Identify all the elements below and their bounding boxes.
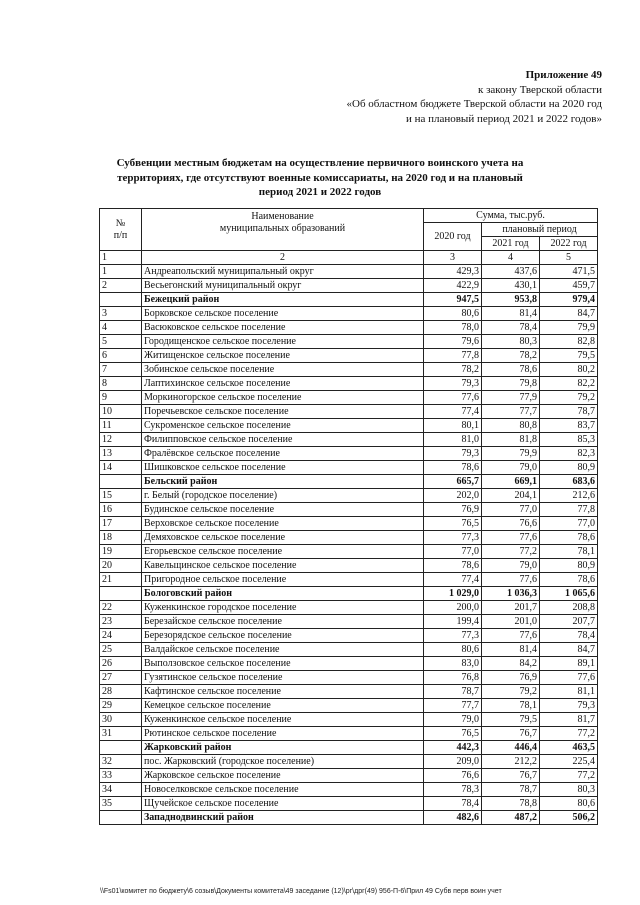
row-value-2020: 482,6	[424, 811, 482, 825]
file-path-footer: \\Fs01\комитет по бюджету\6 созыв\Документы комитета\49 заседание (12)\рг\дрг(49) 956-П-6\Прил 49 Субв перв воин учет	[100, 888, 502, 895]
row-name: Фралёвское сельское поселение	[142, 447, 424, 461]
row-value-2022: 82,2	[540, 377, 598, 391]
row-value-2020: 78,6	[424, 559, 482, 573]
row-value-2022: 77,6	[540, 671, 598, 685]
row-value-2020: 200,0	[424, 601, 482, 615]
row-value-2022: 78,6	[540, 573, 598, 587]
table-row	[100, 391, 598, 405]
row-name: Филипповское сельское поселение	[142, 433, 424, 447]
table-row	[100, 307, 598, 321]
appendix-title: Приложение 49	[525, 69, 602, 81]
row-name: Новоселковское сельское поселение	[142, 783, 424, 797]
row-number: 26	[100, 657, 142, 671]
row-value-2021: 430,1	[482, 279, 540, 293]
row-number: 11	[100, 419, 142, 433]
table-row	[100, 321, 598, 335]
row-value-2021: 201,0	[482, 615, 540, 629]
row-value-2022: 77,2	[540, 727, 598, 741]
row-number	[100, 293, 142, 307]
row-value-2021: 78,2	[482, 349, 540, 363]
table-row-district-total	[100, 587, 598, 601]
table-row	[100, 433, 598, 447]
row-number: 34	[100, 783, 142, 797]
row-name: Бежецкий район	[142, 293, 424, 307]
row-name: Гузятинское сельское поселение	[142, 671, 424, 685]
row-value-2020: 78,3	[424, 783, 482, 797]
table-row	[100, 573, 598, 587]
row-value-2021: 77,6	[482, 531, 540, 545]
table-row-district-total	[100, 475, 598, 489]
document-title: Субвенции местным бюджетам на осуществление первичного воинского учета на территориях, где отсутствуют военные комиссариаты, на 2020 год и на плановый период 2021 и 2022 годов	[116, 157, 524, 198]
row-number: 8	[100, 377, 142, 391]
row-value-2022: 84,7	[540, 643, 598, 657]
row-value-2020: 665,7	[424, 475, 482, 489]
table-row	[100, 783, 598, 797]
row-value-2022: 79,2	[540, 391, 598, 405]
table-row	[100, 517, 598, 531]
row-value-2022: 79,3	[540, 699, 598, 713]
row-name: Выползовское сельское поселение	[142, 657, 424, 671]
row-value-2022: 82,3	[540, 447, 598, 461]
row-name: Кемецкое сельское поселение	[142, 699, 424, 713]
row-value-2022: 80,9	[540, 461, 598, 475]
row-value-2022: 208,8	[540, 601, 598, 615]
row-value-2022: 84,7	[540, 307, 598, 321]
table-row	[100, 531, 598, 545]
row-number: 27	[100, 671, 142, 685]
appendix-line-2: «Об областном бюджете Тверской области на 2020 год	[346, 98, 602, 110]
table-row	[100, 335, 598, 349]
row-name: Кавельщинское сельское поселение	[142, 559, 424, 573]
table-row	[100, 461, 598, 475]
row-name: Весьегонский муниципальный округ	[142, 279, 424, 293]
row-name: Березорядское сельское поселение	[142, 629, 424, 643]
row-value-2022: 82,8	[540, 335, 598, 349]
row-value-2020: 77,4	[424, 573, 482, 587]
row-number: 4	[100, 321, 142, 335]
row-value-2021: 79,5	[482, 713, 540, 727]
table-row	[100, 797, 598, 811]
row-value-2022: 78,4	[540, 629, 598, 643]
row-value-2021: 669,1	[482, 475, 540, 489]
header-planned-period: плановый период	[482, 223, 598, 237]
row-value-2020: 947,5	[424, 293, 482, 307]
table-row	[100, 755, 598, 769]
row-name: Куженкинское городское поселение	[142, 601, 424, 615]
row-value-2020: 429,3	[424, 265, 482, 279]
row-name: Васюковское сельское поселение	[142, 321, 424, 335]
row-number: 25	[100, 643, 142, 657]
row-number: 3	[100, 307, 142, 321]
header-name-line-1: Наименование	[251, 211, 314, 222]
table-row	[100, 349, 598, 363]
row-value-2020: 442,3	[424, 741, 482, 755]
row-value-2021: 79,9	[482, 447, 540, 461]
row-value-2020: 76,5	[424, 727, 482, 741]
row-value-2021: 77,0	[482, 503, 540, 517]
row-value-2020: 76,8	[424, 671, 482, 685]
row-name: Бельский район	[142, 475, 424, 489]
table-row	[100, 559, 598, 573]
row-value-2022: 78,1	[540, 545, 598, 559]
row-value-2020: 76,9	[424, 503, 482, 517]
row-value-2022: 459,7	[540, 279, 598, 293]
row-value-2021: 212,2	[482, 755, 540, 769]
row-number: 5	[100, 335, 142, 349]
row-value-2022: 1 065,6	[540, 587, 598, 601]
table-row	[100, 363, 598, 377]
row-name: Жарковский район	[142, 741, 424, 755]
row-value-2022: 79,9	[540, 321, 598, 335]
row-value-2021: 80,3	[482, 335, 540, 349]
subvention-table	[99, 208, 598, 825]
row-name: пос. Жарковский (городское поселение)	[142, 755, 424, 769]
row-value-2021: 78,7	[482, 783, 540, 797]
column-index-2: 2	[142, 251, 424, 265]
table-row	[100, 601, 598, 615]
row-value-2021: 76,7	[482, 769, 540, 783]
row-name: Будинское сельское поселение	[142, 503, 424, 517]
row-value-2021: 1 036,3	[482, 587, 540, 601]
row-value-2022: 81,7	[540, 713, 598, 727]
table-row	[100, 419, 598, 433]
table-row	[100, 643, 598, 657]
row-value-2021: 953,8	[482, 293, 540, 307]
row-value-2022: 80,3	[540, 783, 598, 797]
row-value-2021: 79,0	[482, 559, 540, 573]
row-number: 22	[100, 601, 142, 615]
table-row	[100, 377, 598, 391]
row-number: 6	[100, 349, 142, 363]
row-name: Березайское сельское поселение	[142, 615, 424, 629]
row-value-2020: 79,3	[424, 377, 482, 391]
row-value-2020: 80,6	[424, 307, 482, 321]
row-value-2020: 77,8	[424, 349, 482, 363]
row-number: 17	[100, 517, 142, 531]
row-number: 21	[100, 573, 142, 587]
row-number: 30	[100, 713, 142, 727]
row-number: 18	[100, 531, 142, 545]
appendix-line-1: к закону Тверской области	[477, 83, 602, 96]
row-value-2020: 79,6	[424, 335, 482, 349]
row-value-2022: 77,8	[540, 503, 598, 517]
row-value-2021: 81,8	[482, 433, 540, 447]
column-index-5: 5	[540, 251, 598, 265]
row-number: 23	[100, 615, 142, 629]
table-row	[100, 615, 598, 629]
row-value-2022: 80,6	[540, 797, 598, 811]
row-value-2021: 81,4	[482, 307, 540, 321]
row-value-2022: 79,5	[540, 349, 598, 363]
row-value-2022: 77,2	[540, 769, 598, 783]
table-row	[100, 489, 598, 503]
header-year-2021: 2021 год	[482, 237, 540, 251]
row-value-2020: 79,3	[424, 447, 482, 461]
row-value-2020: 77,3	[424, 531, 482, 545]
row-name: Городищенское сельское поселение	[142, 335, 424, 349]
row-value-2020: 76,5	[424, 517, 482, 531]
row-value-2020: 202,0	[424, 489, 482, 503]
row-name: Куженкинское сельское поселение	[142, 713, 424, 727]
row-value-2020: 77,4	[424, 405, 482, 419]
row-name: Егорьевское сельское поселение	[142, 545, 424, 559]
row-number: 19	[100, 545, 142, 559]
row-number: 9	[100, 391, 142, 405]
row-value-2021: 76,7	[482, 727, 540, 741]
row-number: 1	[100, 265, 142, 279]
row-name: Поречьевское сельское поселение	[142, 405, 424, 419]
table-row	[100, 685, 598, 699]
row-value-2020: 209,0	[424, 755, 482, 769]
row-number	[100, 811, 142, 825]
row-value-2020: 78,2	[424, 363, 482, 377]
row-number: 10	[100, 405, 142, 419]
row-name: Лаптихинское сельское поселение	[142, 377, 424, 391]
row-value-2020: 77,3	[424, 629, 482, 643]
row-name: Щучейское сельское поселение	[142, 797, 424, 811]
row-number	[100, 587, 142, 601]
row-value-2020: 1 029,0	[424, 587, 482, 601]
row-value-2020: 80,6	[424, 643, 482, 657]
row-value-2020: 80,1	[424, 419, 482, 433]
row-value-2022: 212,6	[540, 489, 598, 503]
row-number: 13	[100, 447, 142, 461]
row-number: 31	[100, 727, 142, 741]
row-value-2020: 78,6	[424, 461, 482, 475]
row-value-2021: 78,4	[482, 321, 540, 335]
row-name: Рютинское сельское поселение	[142, 727, 424, 741]
row-value-2022: 683,6	[540, 475, 598, 489]
table-row-district-total	[100, 811, 598, 825]
row-value-2022: 463,5	[540, 741, 598, 755]
header-name-line-2: муниципальных образований	[219, 223, 346, 234]
row-value-2020: 77,6	[424, 391, 482, 405]
table-row	[100, 769, 598, 783]
row-value-2020: 76,6	[424, 769, 482, 783]
row-value-2020: 78,7	[424, 685, 482, 699]
table-row	[100, 545, 598, 559]
table-row	[100, 405, 598, 419]
table-row	[100, 699, 598, 713]
row-value-2020: 77,0	[424, 545, 482, 559]
row-value-2021: 77,9	[482, 391, 540, 405]
row-value-2021: 437,6	[482, 265, 540, 279]
table-row	[100, 265, 598, 279]
row-value-2021: 80,8	[482, 419, 540, 433]
row-name: Пригородное сельское поселение	[142, 573, 424, 587]
row-value-2020: 422,9	[424, 279, 482, 293]
table-row	[100, 503, 598, 517]
row-value-2022: 506,2	[540, 811, 598, 825]
row-value-2022: 80,9	[540, 559, 598, 573]
row-name: Западнодвинский район	[142, 811, 424, 825]
row-value-2020: 81,0	[424, 433, 482, 447]
table-row-district-total	[100, 293, 598, 307]
header-year-2020: 2020 год	[424, 223, 482, 251]
row-name: Бологовский район	[142, 587, 424, 601]
table-row	[100, 727, 598, 741]
header-name	[142, 209, 424, 251]
header-number-line-2: п/п	[113, 229, 128, 241]
row-value-2022: 80,2	[540, 363, 598, 377]
row-name: Зобинское сельское поселение	[142, 363, 424, 377]
table-row-district-total	[100, 741, 598, 755]
row-number: 15	[100, 489, 142, 503]
row-value-2020: 77,7	[424, 699, 482, 713]
table-row	[100, 657, 598, 671]
row-name: г. Белый (городское поселение)	[142, 489, 424, 503]
table-row	[100, 713, 598, 727]
row-name: Андреапольский муниципальный округ	[142, 265, 424, 279]
row-name: Кафтинское сельское поселение	[142, 685, 424, 699]
row-value-2021: 77,7	[482, 405, 540, 419]
row-value-2021: 79,8	[482, 377, 540, 391]
row-value-2021: 79,2	[482, 685, 540, 699]
row-number	[100, 475, 142, 489]
row-number: 33	[100, 769, 142, 783]
table-row	[100, 629, 598, 643]
row-value-2022: 979,4	[540, 293, 598, 307]
row-value-2020: 78,0	[424, 321, 482, 335]
row-name: Житищенское сельское поселение	[142, 349, 424, 363]
row-number: 20	[100, 559, 142, 573]
row-value-2020: 79,0	[424, 713, 482, 727]
row-value-2020: 83,0	[424, 657, 482, 671]
row-number: 32	[100, 755, 142, 769]
column-index-3: 3	[424, 251, 482, 265]
row-value-2021: 79,0	[482, 461, 540, 475]
row-number: 28	[100, 685, 142, 699]
row-value-2021: 84,2	[482, 657, 540, 671]
row-value-2021: 201,7	[482, 601, 540, 615]
appendix-line-3: и на плановый период 2021 и 2022 годов»	[405, 112, 602, 125]
row-value-2022: 77,0	[540, 517, 598, 531]
row-value-2020: 78,4	[424, 797, 482, 811]
row-number: 29	[100, 699, 142, 713]
row-value-2022: 78,6	[540, 531, 598, 545]
row-number: 35	[100, 797, 142, 811]
table-row	[100, 279, 598, 293]
row-value-2021: 76,9	[482, 671, 540, 685]
row-value-2021: 487,2	[482, 811, 540, 825]
row-value-2022: 85,3	[540, 433, 598, 447]
row-value-2021: 446,4	[482, 741, 540, 755]
row-value-2021: 78,8	[482, 797, 540, 811]
header-sum: Сумма, тыс.руб.	[424, 209, 598, 223]
row-name: Борковское сельское поселение	[142, 307, 424, 321]
table-row	[100, 447, 598, 461]
row-value-2021: 77,2	[482, 545, 540, 559]
row-number: 2	[100, 279, 142, 293]
row-value-2022: 83,7	[540, 419, 598, 433]
row-value-2021: 204,1	[482, 489, 540, 503]
header-number	[100, 209, 142, 251]
row-number: 24	[100, 629, 142, 643]
row-name: Сукроменское сельское поселение	[142, 419, 424, 433]
row-name: Валдайское сельское поселение	[142, 643, 424, 657]
row-value-2021: 78,6	[482, 363, 540, 377]
table-row	[100, 671, 598, 685]
row-number: 14	[100, 461, 142, 475]
row-value-2022: 225,4	[540, 755, 598, 769]
row-number: 7	[100, 363, 142, 377]
row-value-2021: 77,6	[482, 629, 540, 643]
row-number	[100, 741, 142, 755]
row-name: Шишковское сельское поселение	[142, 461, 424, 475]
row-value-2021: 78,1	[482, 699, 540, 713]
row-value-2020: 199,4	[424, 615, 482, 629]
row-name: Верховское сельское поселение	[142, 517, 424, 531]
row-value-2022: 89,1	[540, 657, 598, 671]
row-value-2022: 78,7	[540, 405, 598, 419]
column-index-1: 1	[100, 251, 142, 265]
row-value-2021: 77,6	[482, 573, 540, 587]
row-value-2022: 207,7	[540, 615, 598, 629]
row-number: 12	[100, 433, 142, 447]
row-name: Моркиногорское сельское поселение	[142, 391, 424, 405]
appendix-block	[242, 68, 602, 126]
row-name: Жарковское сельское поселение	[142, 769, 424, 783]
row-value-2022: 471,5	[540, 265, 598, 279]
row-value-2021: 76,6	[482, 517, 540, 531]
column-index-4: 4	[482, 251, 540, 265]
row-value-2022: 81,1	[540, 685, 598, 699]
table-body	[100, 265, 598, 825]
row-name: Демяховское сельское поселение	[142, 531, 424, 545]
header-number-line-1: №	[115, 217, 126, 229]
header-year-2022: 2022 год	[540, 237, 598, 251]
row-number: 16	[100, 503, 142, 517]
row-value-2021: 81,4	[482, 643, 540, 657]
